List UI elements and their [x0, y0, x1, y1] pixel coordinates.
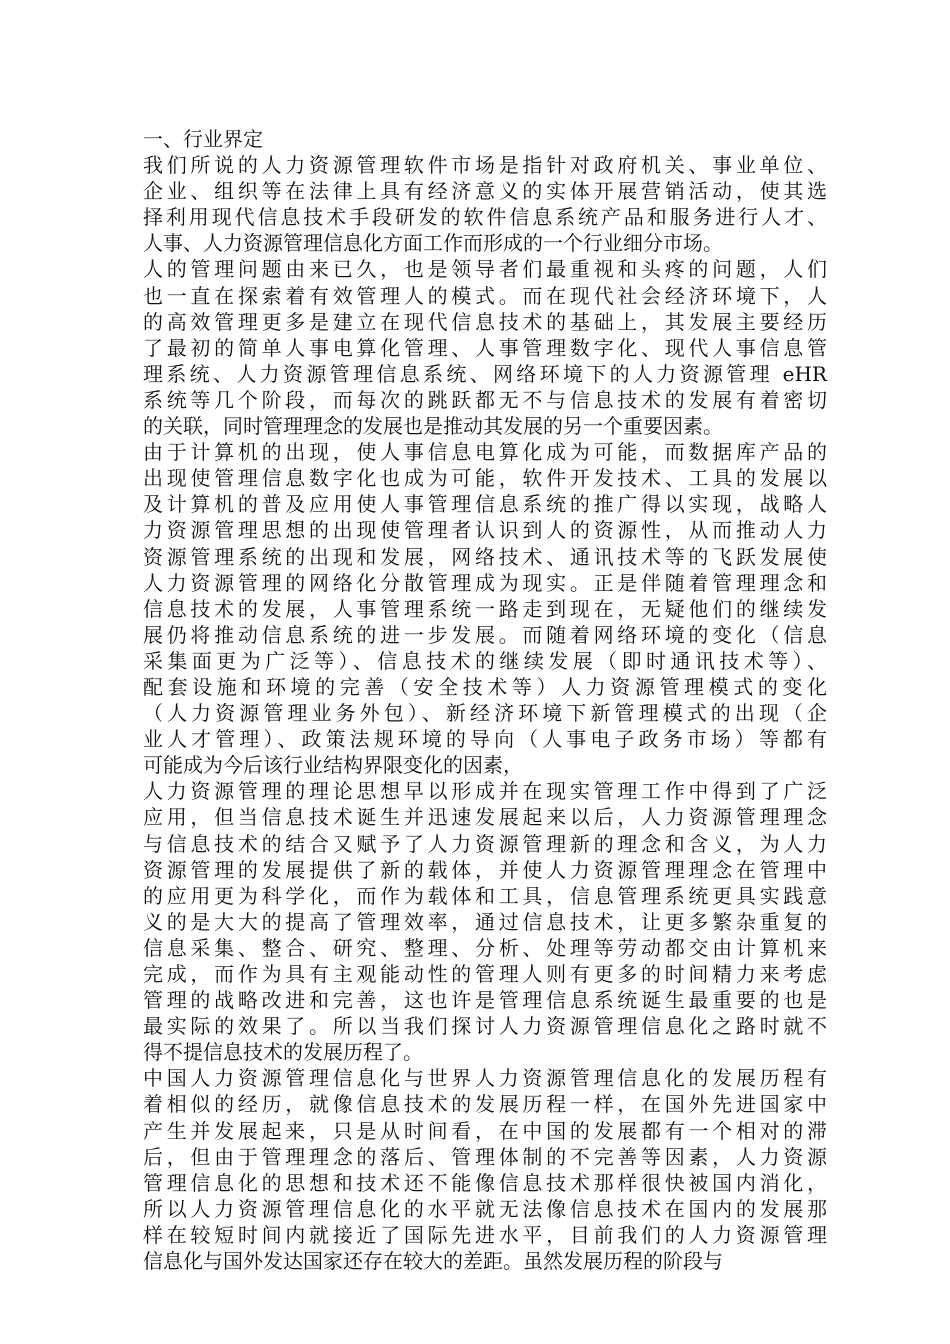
text-line: 的关联，同时管理理念的发展也是推动其发展的另一个重要因素。: [143, 414, 723, 439]
paragraph: [143, 256, 827, 439]
text-line: （人力资源管理业务外包）、新经济环境下新管理模式的出现（企: [143, 701, 827, 726]
text-line: 后，但由于管理理念的落后、管理体制的不完善等因素，人力资源: [143, 1144, 827, 1169]
paragraph: [143, 439, 827, 778]
text-line: 及计算机的普及应用使人事管理信息系统的推广得以实现，战略人: [143, 492, 827, 517]
text-line: 义的是大大的提高了管理效率，通过信息技术，让更多繁杂重复的: [143, 909, 827, 934]
text-line: 产生并发展起来，只是从时间看，在中国的发展都有一个相对的滞: [143, 1118, 827, 1143]
paragraph: [143, 152, 827, 256]
text-line: 资源管理的发展提供了新的载体，并使人力资源管理理念在管理中: [143, 857, 827, 882]
text-line: 可能成为今后该行业结构界限变化的因素，: [143, 753, 523, 778]
text-line: 人事、人力资源管理信息化方面工作而形成的一个行业细分市场。: [143, 231, 723, 256]
text-line: 信息技术的发展，人事管理系统一路走到现在，无疑他们的继续发: [143, 596, 827, 621]
text-line: 展仍将推动信息系统的进一步发展。而随着网络环境的变化（信息: [143, 622, 827, 647]
paragraph: [143, 1065, 827, 1274]
text-line: 业人才管理）、政策法规环境的导向（人事电子政务市场）等都有: [143, 727, 827, 752]
text-line: 应用，但当信息技术诞生并迅速发展起来以后，人力资源管理理念: [143, 805, 827, 830]
text-line: 中国人力资源管理信息化与世界人力资源管理信息化的发展历程有: [143, 1066, 827, 1091]
text-line: 配套设施和环境的完善（安全技术等）人力资源管理模式的变化: [143, 674, 827, 699]
text-line: 管理信息化的思想和技术还不能像信息技术那样很快被国内消化，: [143, 1170, 827, 1195]
text-line: 我们所说的人力资源管理软件市场是指针对政府机关、事业单位、: [143, 153, 827, 178]
text-line: 的高效管理更多是建立在现代信息技术的基础上，其发展主要经历: [143, 309, 827, 334]
section-heading: 一、行业界定: [143, 127, 263, 151]
text-line: 择利用现代信息技术手段研发的软件信息系统产品和服务进行人才、: [143, 205, 827, 230]
paragraph: [143, 778, 827, 1065]
text-line: 与信息技术的结合又赋予了人力资源管理新的理念和含义，为人力: [143, 831, 827, 856]
text-line: 管理的战略改进和完善，这也许是管理信息系统诞生最重要的也是: [143, 988, 827, 1013]
text-line: 人的管理问题由来已久，也是领导者们最重视和头疼的问题，人们: [143, 257, 827, 282]
text-line: 了最初的简单人事电算化管理、人事管理数字化、现代人事信息管: [143, 335, 827, 360]
text-line: 人力资源管理的理论思想早以形成并在现实管理工作中得到了广泛: [143, 779, 827, 804]
text-line: 人力资源管理的网络化分散管理成为现实。正是伴随着管理理念和: [143, 570, 827, 595]
document-page: [143, 126, 827, 1274]
text-line: 由于计算机的出现，使人事信息电算化成为可能，而数据库产品的: [143, 440, 827, 465]
text-line: 着相似的经历，就像信息技术的发展历程一样，在国外先进国家中: [143, 1092, 827, 1117]
text-line: 所以人力资源管理信息化的水平就无法像信息技术在国内的发展那: [143, 1196, 827, 1221]
text-line: 企业、组织等在法律上具有经济意义的实体开展营销活动，使其选: [143, 179, 827, 204]
text-line: 信息采集、整合、研究、整理、分析、处理等劳动都交由计算机来: [143, 935, 827, 960]
text-line: 资源管理系统的出现和发展，网络技术、通讯技术等的飞跃发展使: [143, 544, 827, 569]
text-line: 完成，而作为具有主观能动性的管理人则有更多的时间精力来考虑: [143, 962, 827, 986]
text-line: 样在较短时间内就接近了国际先进水平，目前我们的人力资源管理: [143, 1222, 827, 1247]
text-line: 信息化与国外发达国家还存在较大的差距。虽然发展历程的阶段与: [143, 1249, 723, 1274]
text-line: 出现使管理信息数字化也成为可能，软件开发技术、工具的发展以: [143, 466, 827, 491]
text-line: 也一直在探索着有效管理人的模式。而在现代社会经济环境下，人: [143, 283, 827, 308]
text-line: 最实际的效果了。所以当我们探讨人力资源管理信息化之路时就不: [143, 1014, 827, 1039]
text-line: 力资源管理思想的出现使管理者认识到人的资源性，从而推动人力: [143, 518, 827, 543]
text-line: 得不提信息技术的发展历程了。: [143, 1040, 423, 1065]
text-line: 理系统、人力资源管理信息系统、网络环境下的人力资源管理 eHR: [143, 361, 827, 386]
text-line: 的应用更为科学化，而作为载体和工具，信息管理系统更具实践意: [143, 883, 827, 908]
text-line: 系统等几个阶段，而每次的跳跃都无不与信息技术的发展有着密切: [143, 387, 827, 412]
paragraph-list: [143, 152, 827, 1274]
text-line: 采集面更为广泛等）、信息技术的继续发展（即时通讯技术等）、: [143, 648, 827, 673]
